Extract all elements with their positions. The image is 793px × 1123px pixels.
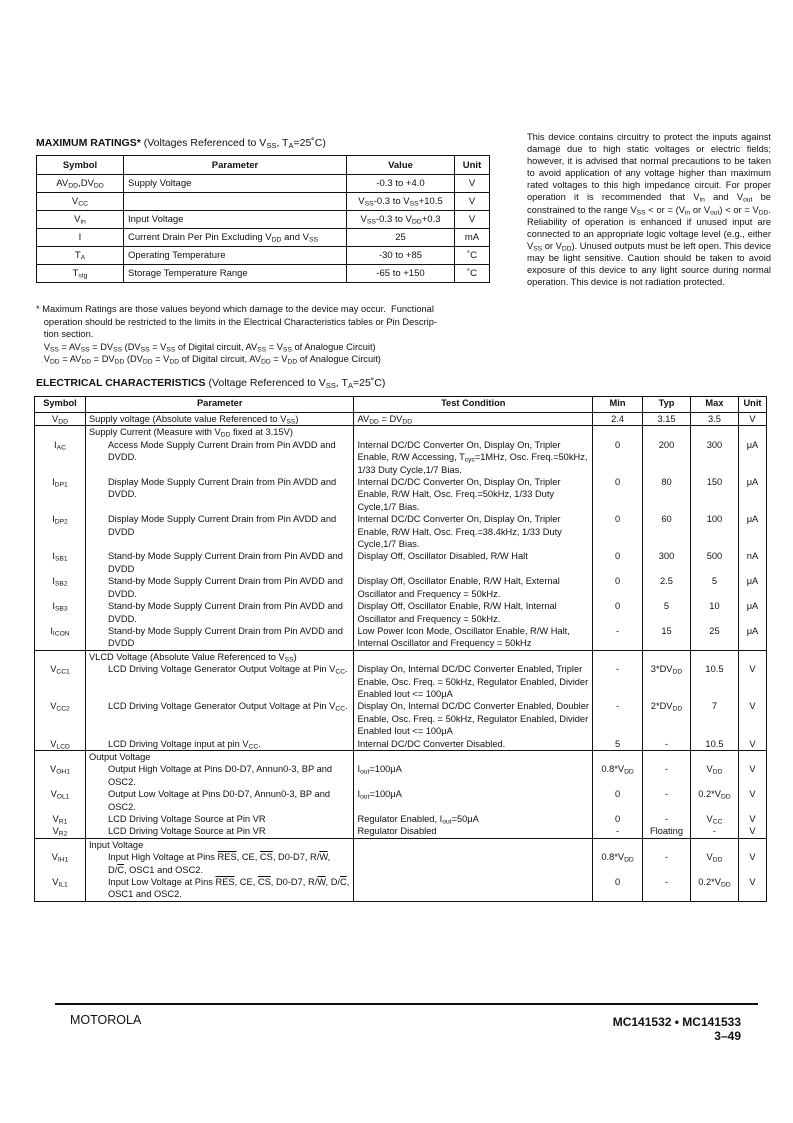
ec-row xyxy=(35,825,767,838)
ec-row xyxy=(35,788,767,813)
ec-symbol: $I_{DP1}$ xyxy=(35,476,86,513)
ec-max: 10 xyxy=(690,600,738,625)
ec-typ: 80 xyxy=(643,476,691,513)
ec-test-condition: Display On, Internal DC/DC Converter Enabled, Doubler Enable, Osc. Freq. = 50kHz, Regulator Enabled, Divider Enabled Iout <= 100μA xyxy=(354,700,593,737)
rating-row xyxy=(37,175,490,193)
rating-unit: mA xyxy=(455,229,490,247)
ec-empty-cell xyxy=(690,426,738,439)
ec-unit: V xyxy=(738,851,766,876)
ec-typ: - xyxy=(643,763,691,788)
ec-min: $0.8*V_{DD}$ xyxy=(593,763,643,788)
ec-symbol xyxy=(35,426,86,439)
ec-min: 0 xyxy=(593,513,643,550)
ec-unit: V xyxy=(738,876,766,901)
ec-min: 0 xyxy=(593,813,643,825)
ec-row xyxy=(35,413,767,426)
ec-test-condition: Regulator Disabled xyxy=(354,825,593,838)
ec-symbol: $V_{OL1}$ xyxy=(35,788,86,813)
ec-max: 7 xyxy=(690,700,738,737)
rating-value: -0.3 to +4.0 xyxy=(347,175,455,193)
ec-test-condition: Display Off, Oscillator Disabled, R/W Halt xyxy=(354,550,593,575)
ec-typ: - xyxy=(643,788,691,813)
ec-empty-cell xyxy=(738,650,766,663)
ec-min: 0 xyxy=(593,575,643,600)
footer-page-number: 3–49 xyxy=(714,1029,741,1043)
ec-symbol: $I_{SB1}$ xyxy=(35,550,86,575)
ec-typ: 200 xyxy=(643,439,691,476)
ec-symbol: $V_{LCD}$ xyxy=(35,738,86,751)
ec-parameter: LCD Driving Voltage Generator Output Voltage at Pin $V_{CC}$. xyxy=(85,663,354,700)
ec-max: $0.2*V_{DD}$ xyxy=(690,788,738,813)
ec-header-typ: Typ xyxy=(643,397,691,413)
ec-max: $V_{CC}$ xyxy=(690,813,738,825)
ec-test-condition: Internal DC/DC Converter On, Display On, Tripler Enable, R/W Accessing, $T_{cyc}=1MHz$, Osc. Freq.=50kHz, 1/33 Duty Cycle,1/7 Bias. xyxy=(354,439,593,476)
ec-symbol: $V_{OH1}$ xyxy=(35,763,86,788)
ec-symbol xyxy=(35,838,86,851)
ec-unit: V xyxy=(738,413,766,426)
ec-unit: V xyxy=(738,738,766,751)
ec-empty-cell xyxy=(593,650,643,663)
ec-symbol: $V_{DD}$ xyxy=(35,413,86,426)
ec-header-symbol: Symbol xyxy=(35,397,86,413)
ec-empty-cell xyxy=(354,750,593,763)
ec-title xyxy=(36,377,385,389)
header-unit: Unit xyxy=(455,156,490,175)
ec-min: 5 xyxy=(593,738,643,751)
ec-max: 25 xyxy=(690,625,738,650)
ec-unit: μA xyxy=(738,625,766,650)
ec-test-condition: $AV_{DD} = DV_{DD}$ xyxy=(354,413,593,426)
ec-row xyxy=(35,700,767,737)
ec-symbol: $I_{AC}$ xyxy=(35,439,86,476)
ec-row xyxy=(35,738,767,751)
rating-value: $V_{SS}-0.3$ to $V_{DD}+0.3$ xyxy=(347,211,455,229)
ec-row xyxy=(35,813,767,825)
ec-typ: 60 xyxy=(643,513,691,550)
ec-heading: ELECTRICAL CHARACTERISTICS xyxy=(36,377,206,389)
ec-typ: - xyxy=(643,876,691,901)
ec-typ: 2.5 xyxy=(643,575,691,600)
rating-unit: V xyxy=(455,211,490,229)
rating-value: -65 to +150 xyxy=(347,265,455,283)
ec-group-header: Input Voltage xyxy=(85,838,354,851)
ec-min: - xyxy=(593,663,643,700)
ec-max: - xyxy=(690,825,738,838)
rating-row xyxy=(37,229,490,247)
rating-parameter: Operating Temperature xyxy=(124,247,347,265)
ec-unit: V xyxy=(738,663,766,700)
rating-symbol: $V_{CC}$ xyxy=(37,193,124,211)
ec-max: $V_{DD}$ xyxy=(690,851,738,876)
ec-max: 10.5 xyxy=(690,663,738,700)
ec-min: - xyxy=(593,825,643,838)
ec-max: 10.5 xyxy=(690,738,738,751)
rating-row xyxy=(37,193,490,211)
ec-min: - xyxy=(593,625,643,650)
ec-unit: V xyxy=(738,813,766,825)
rating-symbol: I xyxy=(37,229,124,247)
rating-unit: ˚C xyxy=(455,247,490,265)
ec-unit: V xyxy=(738,825,766,838)
ec-row xyxy=(35,876,767,901)
rating-parameter: Input Voltage xyxy=(124,211,347,229)
rating-row xyxy=(37,211,490,229)
ec-test-condition: Display Off, Oscillator Enable, R/W Halt, Internal Oscillator and Frequency = 50kHz. xyxy=(354,600,593,625)
ec-min: 0 xyxy=(593,476,643,513)
ec-min: 0 xyxy=(593,600,643,625)
ec-symbol: $V_{IH1}$ xyxy=(35,851,86,876)
ec-unit: nA xyxy=(738,550,766,575)
ec-typ: Floating xyxy=(643,825,691,838)
ec-parameter: Access Mode Supply Current Drain from Pin AVDD and DVDD. xyxy=(85,439,354,476)
ec-test-condition: $I_{out}=100\mu A$ xyxy=(354,788,593,813)
ec-symbol: $V_{CC2}$ xyxy=(35,700,86,737)
ec-header-unit: Unit xyxy=(738,397,766,413)
ec-empty-cell xyxy=(738,750,766,763)
ec-symbol: $I_{DP2}$ xyxy=(35,513,86,550)
ec-unit: μA xyxy=(738,476,766,513)
ec-typ: $2*DV_{DD}$ xyxy=(643,700,691,737)
ec-symbol xyxy=(35,650,86,663)
ec-group-header: Output Voltage xyxy=(85,750,354,763)
rating-row xyxy=(37,247,490,265)
ec-header-row xyxy=(35,397,767,413)
ec-group-header-row xyxy=(35,650,767,663)
ec-symbol: $V_{R1}$ xyxy=(35,813,86,825)
ec-typ: - xyxy=(643,813,691,825)
max-ratings-footnote: * Maximum Ratings are those values beyond which damage to the device may occur. Functional operation should be restricted to the limits in the Electrical Characteristics tables or Pin Descrip- tion section. $V_{SS} = AV_{SS} = DV_{SS}$ ($DV_{SS} = V_{SS}$ of Digital circuit, $AV_{SS} = V_{SS}$ of Analogue Circuit) $V_{DD} = AV_{DD} = DV_{DD}$ ($DV_{DD} = V_{DD}$ of Digital circuit, $AV_{DD} = V_{DD}$ of Analogue Circuit) xyxy=(36,304,437,366)
ec-empty-cell xyxy=(643,426,691,439)
ec-max: 5 xyxy=(690,575,738,600)
esd-caution-text: This device contains circuitry to protect the inputs against damage due to high static voltages or electric fields; however, it is advised that normal precautions to be taken to avoid application of any voltage higher than maximum rated voltages to this high impedance circuit. For proper operation it is recommended that $V_{in}$ and $V_{out}$ be constrained to the range $V_{SS}$ < or = ($V_{in}$ or $V_{out}$) < or = $V_{DD}$. Reliability of operation is enhanced if unused input are connected to an appropriate logic voltage level (e.g., either $V_{SS}$ or $V_{DD}$). Unused outputs must be left open. This device may be light sensitive. Caution should be taken to avoid exposure of this device to any light source during normal operation. This device is not radiation protected. xyxy=(527,132,771,288)
ec-empty-cell xyxy=(643,750,691,763)
ec-row xyxy=(35,663,767,700)
electrical-characteristics-table xyxy=(34,396,767,902)
ec-min: 0 xyxy=(593,439,643,476)
max-ratings-table xyxy=(36,155,490,283)
ec-typ: 5 xyxy=(643,600,691,625)
ec-max: 300 xyxy=(690,439,738,476)
ec-header-min: Min xyxy=(593,397,643,413)
ec-max: 500 xyxy=(690,550,738,575)
ec-max: 150 xyxy=(690,476,738,513)
ec-empty-cell xyxy=(738,426,766,439)
ec-min: 2.4 xyxy=(593,413,643,426)
ec-test-condition: Internal DC/DC Converter Disabled. xyxy=(354,738,593,751)
ec-parameter: Stand-by Mode Supply Current Drain from Pin AVDD and DVDD. xyxy=(85,600,354,625)
footer-brand: MOTOROLA xyxy=(70,1013,142,1027)
ec-group-header-row xyxy=(35,426,767,439)
ec-row xyxy=(35,575,767,600)
ec-body xyxy=(35,413,767,902)
ec-parameter: Stand-by Mode Supply Current Drain from Pin AVDD and DVDD. xyxy=(85,575,354,600)
ec-unit: V xyxy=(738,788,766,813)
ec-test-condition xyxy=(354,876,593,901)
ec-parameter: Input High Voltage at Pins $\overline{RES}$, CE, $\overline{CS}$, D0-D7, $R/\overline{W}$, $D/\overline{C}$, OSC1 and OSC2. xyxy=(85,851,354,876)
ec-test-condition: Internal DC/DC Converter On, Display On, Tripler Enable, R/W Halt, Osc. Freq.=50kHz, 1/33 Duty Cycle,1/7 Bias. xyxy=(354,476,593,513)
ec-row xyxy=(35,550,767,575)
ec-test-condition: Low Power Icon Mode, Oscillator Enable, R/W Halt, Internal Oscillator and Frequency = 50kHz xyxy=(354,625,593,650)
ec-typ: - xyxy=(643,738,691,751)
ec-parameter: Input Low Voltage at Pins $\overline{RES}$, CE, $\overline{CS}$, D0-D7, $R/\overline{W}$, $D/\overline{C}$, OSC1 and OSC2. xyxy=(85,876,354,901)
footer-part-numbers: MC141532 • MC141533 xyxy=(612,1015,741,1029)
ec-empty-cell xyxy=(690,750,738,763)
ec-parameter: Stand-by Mode Supply Current Drain from Pin AVDD and DVDD xyxy=(85,550,354,575)
header-value: Value xyxy=(347,156,455,175)
footer-part-info xyxy=(560,1015,741,1043)
ec-symbol xyxy=(35,750,86,763)
rating-symbol: $T_{stg}$ xyxy=(37,265,124,283)
ec-min: 0 xyxy=(593,788,643,813)
ec-symbol: $V_{IL1}$ xyxy=(35,876,86,901)
ec-parameter: LCD Driving Voltage Generator Output Voltage at Pin $V_{CC}$. xyxy=(85,700,354,737)
rating-row xyxy=(37,265,490,283)
header-symbol: Symbol xyxy=(37,156,124,175)
ec-parameter: Output High Voltage at Pins D0-D7, Annun0-3, BP and OSC2. xyxy=(85,763,354,788)
ec-typ: $3*DV_{DD}$ xyxy=(643,663,691,700)
ec-parameter: Supply voltage (Absolute value Referenced to $V_{SS}$) xyxy=(85,413,354,426)
ec-symbol: $V_{CC1}$ xyxy=(35,663,86,700)
ec-group-header: Supply Current (Measure with $V_{DD}$ fixed at 3.15V) xyxy=(85,426,354,439)
ec-symbol: $V_{R2}$ xyxy=(35,825,86,838)
ec-empty-cell xyxy=(354,838,593,851)
max-ratings-title xyxy=(36,137,326,149)
ec-parameter: LCD Driving Voltage input at pin $V_{CC}$. xyxy=(85,738,354,751)
rating-value: $V_{SS}-0.3$ to $V_{SS}+10.5$ xyxy=(347,193,455,211)
max-ratings-heading: MAXIMUM RATINGS* xyxy=(36,137,141,149)
ec-parameter: LCD Driving Voltage Source at Pin VR xyxy=(85,825,354,838)
rating-symbol: $T_A$ xyxy=(37,247,124,265)
ec-header-parameter: Parameter xyxy=(85,397,354,413)
max-ratings-header-row xyxy=(37,156,490,175)
ec-empty-cell xyxy=(643,838,691,851)
max-ratings-body xyxy=(37,175,490,283)
ec-empty-cell xyxy=(354,426,593,439)
ec-parameter: Display Mode Supply Current Drain from Pin AVDD and DVDD xyxy=(85,513,354,550)
ec-parameter: Display Mode Supply Current Drain from Pin AVDD and DVDD. xyxy=(85,476,354,513)
ec-row xyxy=(35,600,767,625)
ec-row xyxy=(35,763,767,788)
ec-test-condition: Internal DC/DC Converter On, Display On, Tripler Enable, R/W Halt, Osc. Freq.=38.4kHz, 1/33 Duty Cycle,1/7 Bias. xyxy=(354,513,593,550)
ec-test-condition: $I_{out}=100\mu A$ xyxy=(354,763,593,788)
ec-group-header-row xyxy=(35,750,767,763)
rating-unit: V xyxy=(455,193,490,211)
ec-max: $V_{DD}$ xyxy=(690,763,738,788)
rating-value: 25 xyxy=(347,229,455,247)
ec-typ: - xyxy=(643,851,691,876)
rating-symbol: $V_{in}$ xyxy=(37,211,124,229)
ec-test-condition xyxy=(354,851,593,876)
ec-empty-cell xyxy=(354,650,593,663)
ec-symbol: $I_{ICON}$ xyxy=(35,625,86,650)
max-ratings-subtitle: (Voltages Referenced to $V_{SS}$, $T_A=25˚C$) xyxy=(143,137,326,150)
footer-rule xyxy=(55,1003,758,1005)
ec-group-header-row xyxy=(35,838,767,851)
ec-empty-cell xyxy=(690,650,738,663)
header-parameter: Parameter xyxy=(124,156,347,175)
ec-empty-cell xyxy=(690,838,738,851)
ec-subtitle: (Voltage Referenced to $V_{SS}$, $T_A=25˚C$) xyxy=(208,377,386,390)
ec-min: $0.8*V_{DD}$ xyxy=(593,851,643,876)
ec-row xyxy=(35,439,767,476)
ec-min: 0 xyxy=(593,876,643,901)
rating-parameter: Storage Temperature Range xyxy=(124,265,347,283)
ec-max: 3.5 xyxy=(690,413,738,426)
ec-test-condition: Display On, Internal DC/DC Converter Enabled, Tripler Enable, Osc. Freq. = 50kHz, Regulator Enabled, Divider Enabled Iout <= 100μA xyxy=(354,663,593,700)
ec-empty-cell xyxy=(738,838,766,851)
ec-unit: μA xyxy=(738,513,766,550)
ec-row xyxy=(35,851,767,876)
ec-empty-cell xyxy=(643,650,691,663)
ec-row xyxy=(35,625,767,650)
ec-row xyxy=(35,513,767,550)
ec-unit: V xyxy=(738,763,766,788)
ec-group-header: VLCD Voltage (Absolute Value Referenced to $V_{SS}$) xyxy=(85,650,354,663)
ec-typ: 15 xyxy=(643,625,691,650)
ec-header-max: Max xyxy=(690,397,738,413)
rating-parameter: Supply Voltage xyxy=(124,175,347,193)
rating-symbol: $AV_{DD},DV_{DD}$ xyxy=(37,175,124,193)
ec-unit: μA xyxy=(738,600,766,625)
ec-min: - xyxy=(593,700,643,737)
ec-max: 100 xyxy=(690,513,738,550)
rating-value: -30 to +85 xyxy=(347,247,455,265)
ec-typ: 3.15 xyxy=(643,413,691,426)
ec-symbol: $I_{SB3}$ xyxy=(35,600,86,625)
ec-test-condition: Display Off, Oscillator Enable, R/W Halt, External Oscillator and Frequency = 50kHz. xyxy=(354,575,593,600)
rating-parameter xyxy=(124,193,347,211)
ec-max: $0.2*V_{DD}$ xyxy=(690,876,738,901)
ec-unit: μA xyxy=(738,575,766,600)
ec-min: 0 xyxy=(593,550,643,575)
ec-unit: V xyxy=(738,700,766,737)
ec-empty-cell xyxy=(593,750,643,763)
ec-typ: 300 xyxy=(643,550,691,575)
ec-parameter: LCD Driving Voltage Source at Pin VR xyxy=(85,813,354,825)
ec-test-condition: Regulator Enabled, $I_{out}=50\mu A$ xyxy=(354,813,593,825)
rating-unit: V xyxy=(455,175,490,193)
ec-row xyxy=(35,476,767,513)
rating-parameter: Current Drain Per Pin Excluding $V_{DD}$ and $V_{SS}$ xyxy=(124,229,347,247)
rating-unit: ˚C xyxy=(455,265,490,283)
ec-unit: μA xyxy=(738,439,766,476)
ec-empty-cell xyxy=(593,838,643,851)
ec-parameter: Output Low Voltage at Pins D0-D7, Annun0-3, BP and OSC2. xyxy=(85,788,354,813)
ec-empty-cell xyxy=(593,426,643,439)
ec-symbol: $I_{SB2}$ xyxy=(35,575,86,600)
ec-parameter: Stand-by Mode Supply Current Drain from Pin AVDD and DVDD xyxy=(85,625,354,650)
ec-header-test-condition: Test Condition xyxy=(354,397,593,413)
